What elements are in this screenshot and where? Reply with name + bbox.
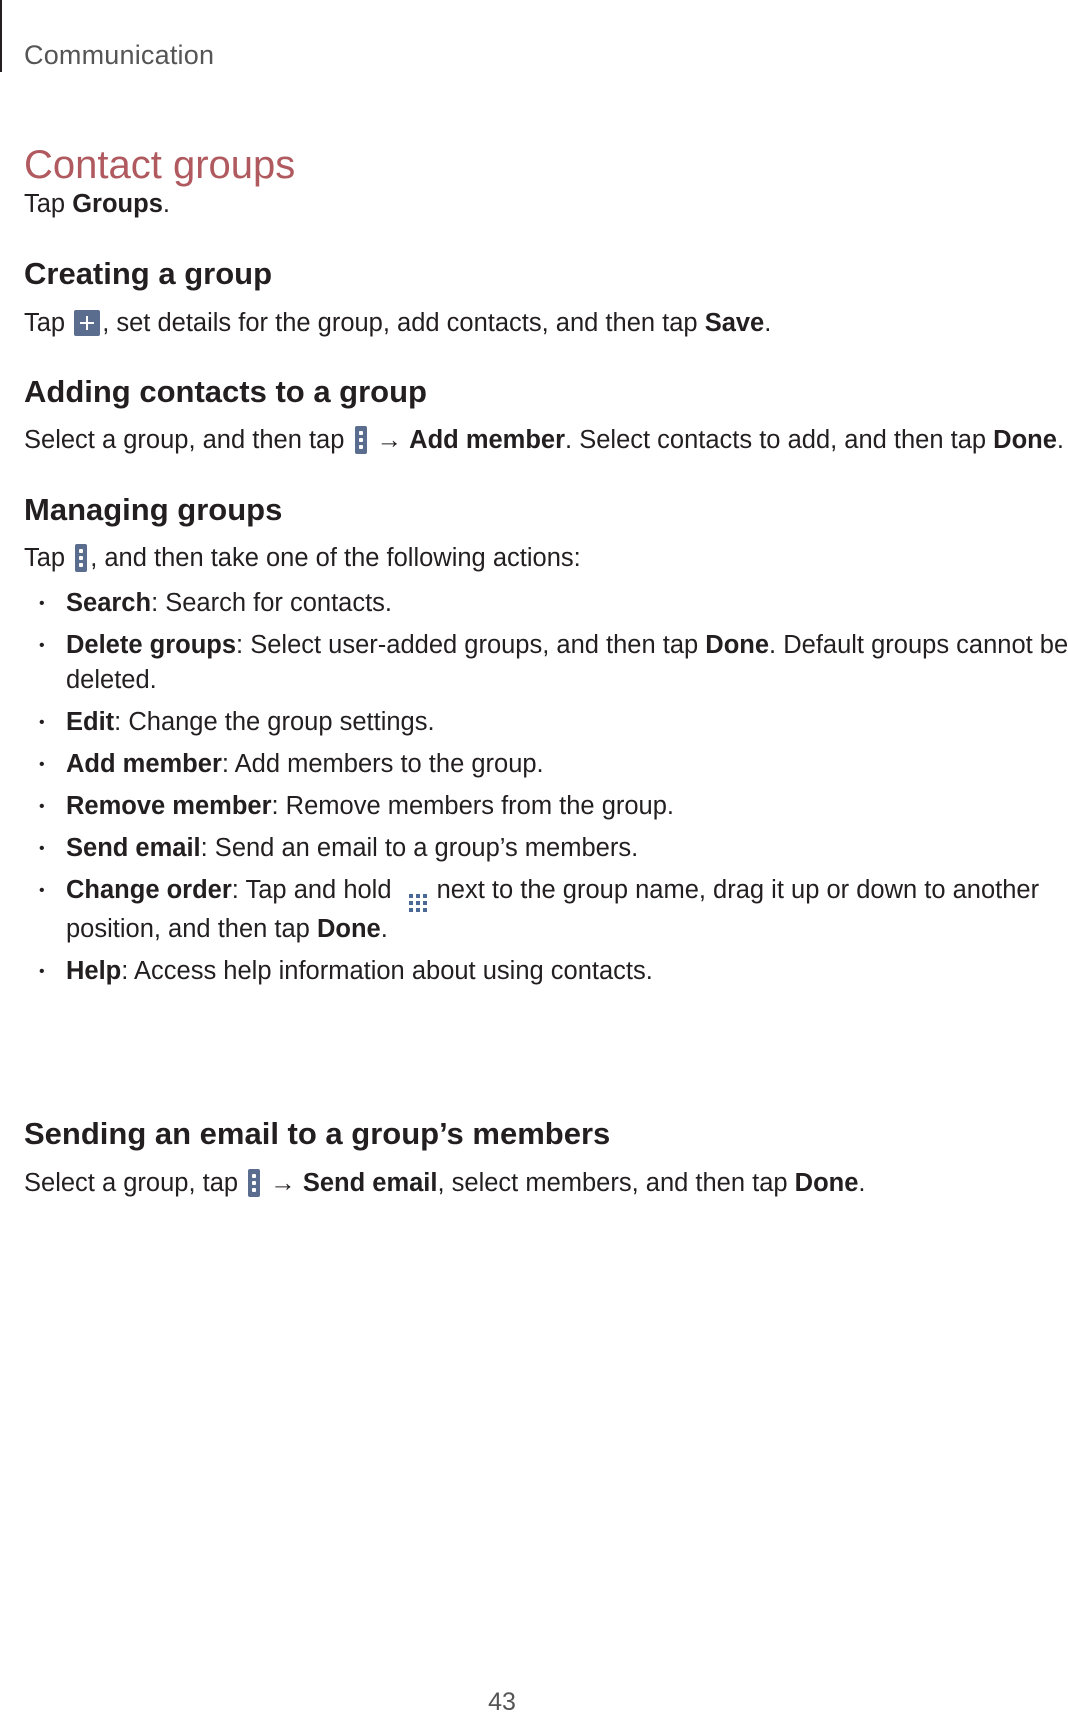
sending-post: . bbox=[858, 1169, 866, 1197]
bullet-icon: • bbox=[39, 798, 45, 815]
item-bold: Done bbox=[705, 631, 770, 659]
item-desc: : Select user-added groups, and then tap bbox=[236, 631, 706, 659]
intro-pre: Tap bbox=[24, 190, 73, 218]
page-number: 43 bbox=[488, 1688, 516, 1716]
item-desc: : Send an email to a group’s members. bbox=[200, 834, 639, 862]
creating-paragraph bbox=[24, 305, 771, 342]
adding-pre: Select a group, and then tap bbox=[24, 426, 352, 454]
list-item bbox=[24, 831, 1068, 866]
item-term: Edit bbox=[66, 708, 115, 736]
managing-pre: Tap bbox=[24, 544, 73, 572]
drag-handle-icon bbox=[409, 894, 427, 912]
sending-heading: Sending an email to a group’s members bbox=[24, 1116, 611, 1151]
item-desc: : Change the group settings. bbox=[114, 708, 435, 736]
adding-paragraph bbox=[24, 422, 1064, 459]
list-item bbox=[24, 747, 1068, 782]
list-item bbox=[24, 586, 1068, 621]
creating-mid: , set details for the group, add contacts, and then tap bbox=[102, 309, 705, 337]
bullet-icon: • bbox=[39, 756, 45, 773]
item-line-2-bold: Done bbox=[316, 915, 381, 943]
item-desc: : Access help information about using contacts. bbox=[121, 957, 653, 985]
managing-heading: Managing groups bbox=[24, 492, 283, 527]
sending-paragraph bbox=[24, 1165, 866, 1202]
bullet-icon: • bbox=[39, 840, 45, 857]
item-term: Change order bbox=[66, 876, 232, 904]
list-item bbox=[24, 873, 1068, 947]
item-term: Add member bbox=[66, 750, 222, 778]
bullet-icon: • bbox=[39, 637, 45, 654]
bullet-icon: • bbox=[39, 595, 45, 612]
adding-heading: Adding contacts to a group bbox=[24, 374, 427, 409]
sending-bold1: Send email bbox=[302, 1169, 438, 1197]
item-term: Remove member bbox=[66, 792, 272, 820]
adding-mid: . Select contacts to add, and then tap bbox=[565, 426, 994, 454]
item-desc-2: next to the group name, drag it up or down to another bbox=[436, 876, 1040, 904]
plus-icon bbox=[74, 310, 100, 336]
adding-post: . bbox=[1056, 426, 1065, 454]
chapter-label: Communication bbox=[24, 40, 215, 70]
more-options-icon bbox=[75, 544, 87, 572]
item-desc: : Tap and hold bbox=[231, 876, 399, 904]
sending-pre: Select a group, tap bbox=[24, 1169, 246, 1197]
sending-bold2: Done bbox=[794, 1169, 859, 1197]
intro-paragraph bbox=[24, 186, 170, 223]
item-term: Help bbox=[66, 957, 122, 985]
sending-arrow: → bbox=[263, 1169, 303, 1197]
more-options-icon bbox=[248, 1169, 260, 1197]
adding-bold1: Add member bbox=[409, 426, 566, 454]
managing-paragraph bbox=[24, 540, 581, 577]
managing-post: , and then take one of the following actions: bbox=[90, 544, 581, 572]
item-term: Delete groups bbox=[66, 631, 237, 659]
item-line-2-post: . bbox=[380, 915, 388, 943]
list-item bbox=[24, 628, 1068, 698]
creating-pre: Tap bbox=[24, 309, 73, 337]
creating-bold: Save bbox=[704, 309, 765, 337]
sending-mid: , select members, and then tap bbox=[437, 1169, 795, 1197]
bullet-icon: • bbox=[39, 714, 45, 731]
intro-post: . bbox=[162, 190, 170, 218]
item-term: Send email bbox=[66, 834, 201, 862]
list-item bbox=[24, 954, 1068, 989]
list-item bbox=[24, 705, 1068, 740]
item-desc-2: . Default groups cannot be bbox=[769, 631, 1068, 659]
creating-post: . bbox=[764, 309, 772, 337]
bullet-icon: • bbox=[39, 882, 45, 899]
item-line-2: deleted. bbox=[66, 666, 157, 694]
item-line-2-pre: position, and then tap bbox=[66, 915, 317, 943]
bullet-icon: • bbox=[39, 963, 45, 980]
item-desc: : Remove members from the group. bbox=[271, 792, 674, 820]
list-item bbox=[24, 789, 1068, 824]
item-desc: : Add members to the group. bbox=[221, 750, 544, 778]
intro-bold: Groups bbox=[72, 190, 163, 218]
item-desc: : Search for contacts. bbox=[151, 589, 393, 617]
actions-list bbox=[24, 586, 1068, 996]
adding-arrow: → bbox=[369, 426, 410, 454]
header-rule bbox=[0, 0, 2, 72]
adding-bold2: Done bbox=[993, 426, 1057, 454]
item-term: Search bbox=[66, 589, 152, 617]
creating-heading: Creating a group bbox=[24, 256, 273, 291]
section-title: Contact groups bbox=[24, 143, 296, 187]
more-options-icon bbox=[355, 426, 367, 454]
